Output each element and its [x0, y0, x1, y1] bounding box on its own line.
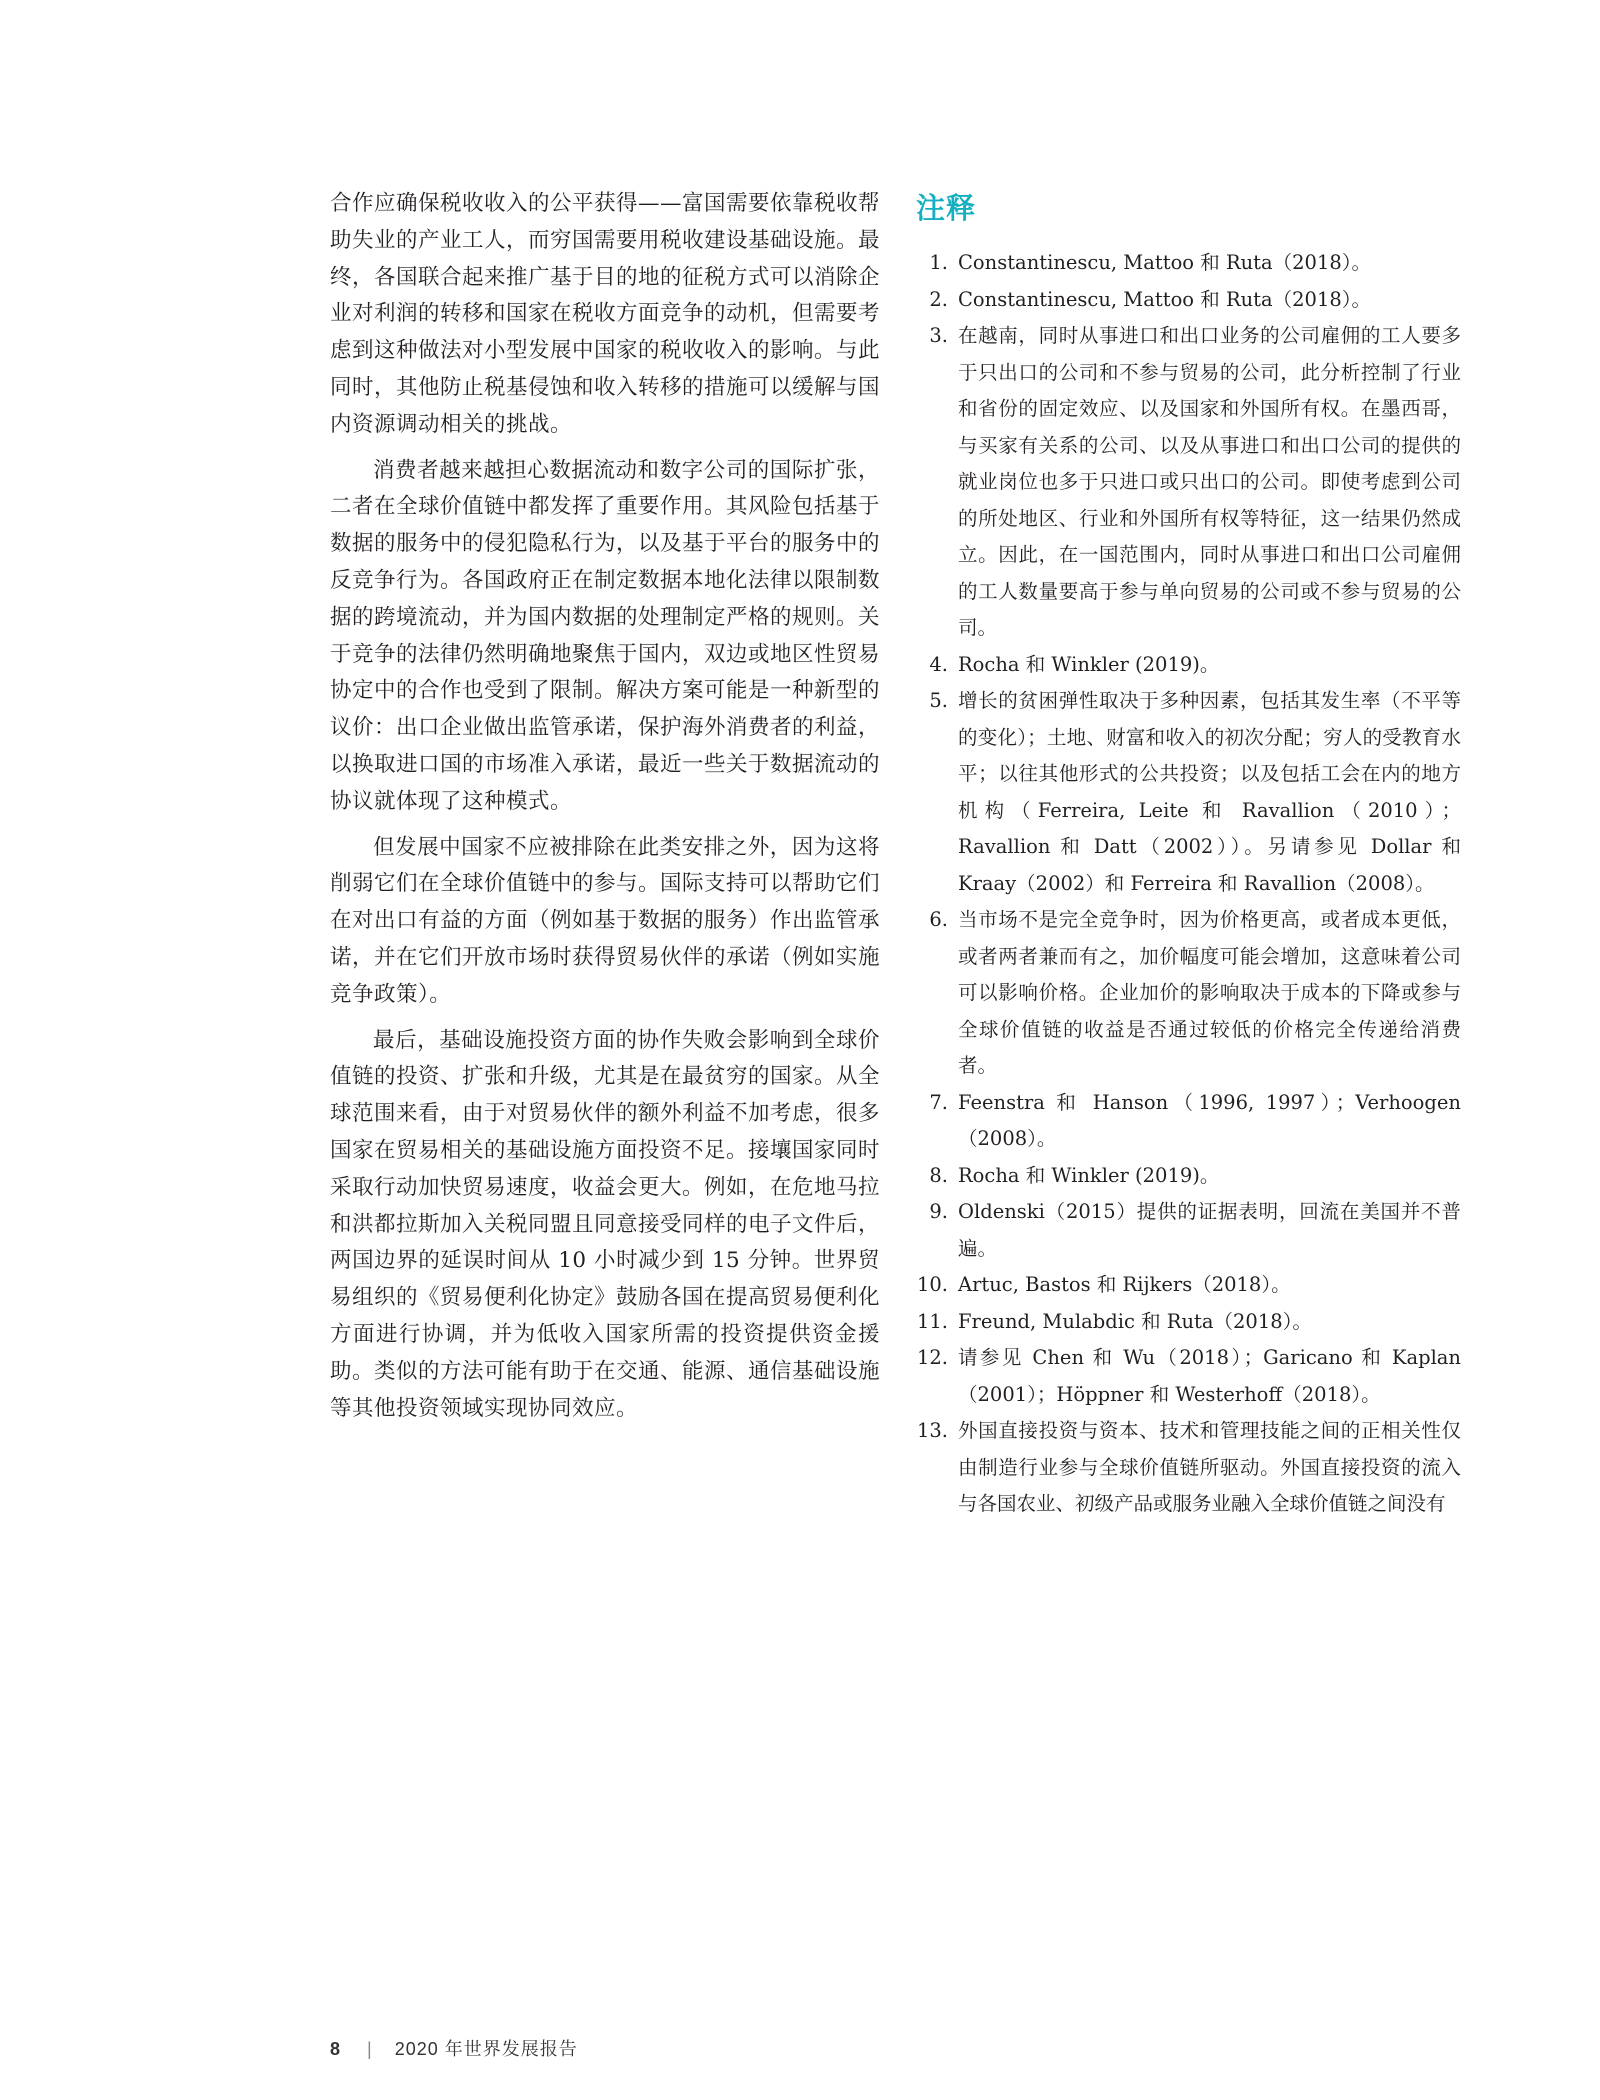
note-text: Oldenski（2015）提供的证据表明，回流在美国并不普遍。: [958, 1200, 1461, 1260]
note-item: [916, 1413, 1461, 1523]
note-item: [916, 282, 1461, 319]
page-footer: [330, 2035, 578, 2061]
note-number: 8.: [929, 1163, 948, 1187]
note-text: 外国直接投资与资本、技术和管理技能之间的正相关性仅由制造行业参与全球价值链所驱动。外国直接投资的流入与各国农业、初级产品或服务业融入全球价值链之间没有: [958, 1419, 1461, 1515]
notes-section: [916, 186, 1461, 1523]
body-paragraph: 最后，基础设施投资方面的协作失败会影响到全球价值链的投资、扩张和升级，尤其是在最贫穷的国家。从全球范围来看，由于对贸易伙伴的额外利益不加考虑，很多国家在贸易相关的基础设施方面投资不足。接壤国家同时采取行动加快贸易速度，收益会更大。例如，在危地马拉和洪都拉斯加入关税同盟且同意接受同样的电子文件后，两国边界的延误时间从 10 小时减少到 15 分钟。世界贸易组织的《贸易便利化协定》鼓励各国在提高贸易便利化方面进行协调，并为低收入国家所需的投资提供资金援助。类似的方法可能有助于在交通、能源、通信基础设施等其他投资领域实现协同效应。: [330, 1027, 881, 1421]
note-number: 10.: [916, 1273, 948, 1296]
footer-separator: |: [367, 2039, 372, 2059]
note-text: 在越南，同时从事进口和出口业务的公司雇佣的工人要多于只出口的公司和不参与贸易的公司，此分析控制了行业和省份的固定效应、以及国家和外国所有权。在墨西哥，与买家有关系的公司、以及从事进口和出口公司的提供的就业岗位也多于只进口或只出口的公司。即使考虑到公司的所处地区、行业和外国所有权等特征，这一结果仍然成立。因此，在一国范围内，同时从事进口和出口公司雇佣的工人数量要高于参与单向贸易的公司或不参与贸易的公司。: [958, 324, 1461, 639]
note-text: 请参见 Chen 和 Wu（2018）；Garicano 和 Kaplan（2001）；Höppner 和 Westerhoff（2018）。: [958, 1346, 1461, 1406]
note-item: [916, 1267, 1461, 1304]
note-number: 3.: [929, 324, 948, 347]
note-text: Rocha 和 Winkler (2019)。: [958, 652, 1220, 676]
note-text: Rocha 和 Winkler (2019)。: [958, 1163, 1220, 1187]
body-text-column: [330, 186, 880, 1427]
note-item: [916, 1194, 1461, 1267]
body-paragraph: 消费者越来越担心数据流动和数字公司的国际扩张，二者在全球价值链中都发挥了重要作用。其风险包括基于数据的服务中的侵犯隐私行为，以及基于平台的服务中的反竞争行为。各国政府正在制定数据本地化法律以限制数据的跨境流动，并为国内数据的处理制定严格的规则。关于竞争的法律仍然明确地聚焦于国内，双边或地区性贸易协定中的合作也受到了限制。解决方案可能是一种新型的议价：出口企业做出监管承诺，保护海外消费者的利益，以换取进口国的市场准入承诺，最近一些关于数据流动的协议就体现了这种模式。: [330, 457, 881, 814]
notes-list: [916, 245, 1461, 1523]
note-item: [916, 902, 1461, 1085]
note-text: Constantinescu, Mattoo 和 Ruta（2018）。: [958, 251, 1372, 274]
note-text: Freund, Mulabdic 和 Ruta（2018）。: [958, 1309, 1312, 1333]
body-paragraph: 但发展中国家不应被排除在此类安排之外，因为这将削弱它们在全球价值链中的参与。国际支持可以帮助它们在对出口有益的方面（例如基于数据的服务）作出监管承诺，并在它们开放市场时获得贸易伙伴的承诺（例如实施竞争政策）。: [330, 834, 881, 1007]
note-item: [916, 683, 1461, 902]
note-text: Constantinescu, Mattoo 和 Ruta（2018）。: [958, 287, 1372, 311]
note-text: Artuc, Bastos 和 Rijkers（2018）。: [958, 1273, 1291, 1296]
note-text: 当市场不是完全竞争时，因为价格更高，或者成本更低，或者两者兼而有之，加价幅度可能会增加，这意味着公司可以影响价格。企业加价的影响取决于成本的下降或参与全球价值链的收益是否通过较低的价格完全传递给消费者。: [958, 908, 1461, 1077]
note-number: 11.: [916, 1309, 948, 1333]
note-item: [916, 245, 1461, 282]
note-number: 4.: [929, 652, 948, 676]
page-number: 8: [330, 2039, 341, 2059]
notes-heading: 注释: [916, 193, 977, 225]
note-item: [916, 1085, 1461, 1158]
note-number: 6.: [929, 908, 948, 931]
note-number: 7.: [929, 1090, 948, 1114]
note-number: 2.: [929, 287, 948, 311]
note-number: 1.: [929, 251, 948, 274]
note-number: 5.: [929, 689, 948, 712]
note-item: [916, 1304, 1461, 1341]
note-number: 9.: [929, 1200, 948, 1223]
note-item: [916, 318, 1461, 647]
note-item: [916, 1158, 1461, 1195]
note-item: [916, 647, 1461, 684]
note-item: [916, 1340, 1461, 1413]
note-text: 增长的贫困弹性取决于多种因素，包括其发生率（不平等的变化）；土地、财富和收入的初次分配；穷人的受教育水平；以往其他形式的公共投资；以及包括工会在内的地方机构（Ferreira, Leite 和 Ravallion（2010）；Ravallion 和 Datt（2002））。另请参见 Dollar 和 Kraay（2002）和 Ferreira 和 Ravallion（2008）。: [958, 689, 1461, 895]
note-number: 13.: [916, 1419, 948, 1442]
body-paragraph: 合作应确保税收收入的公平获得——富国需要依靠税收帮助失业的产业工人，而穷国需要用税收建设基础设施。最终，各国联合起来推广基于目的地的征税方式可以消除企业对利润的转移和国家在税收方面竞争的动机，但需要考虑到这种做法对小型发展中国家的税收收入的影响。与此同时，其他防止税基侵蚀和收入转移的措施可以缓解与国内资源调动相关的挑战。: [330, 191, 881, 437]
note-number: 12.: [916, 1346, 948, 1369]
report-title: 2020 年世界发展报告: [394, 2039, 578, 2059]
note-text: Feenstra 和 Hanson（1996, 1997）；Verhoogen（2008）。: [958, 1090, 1461, 1150]
